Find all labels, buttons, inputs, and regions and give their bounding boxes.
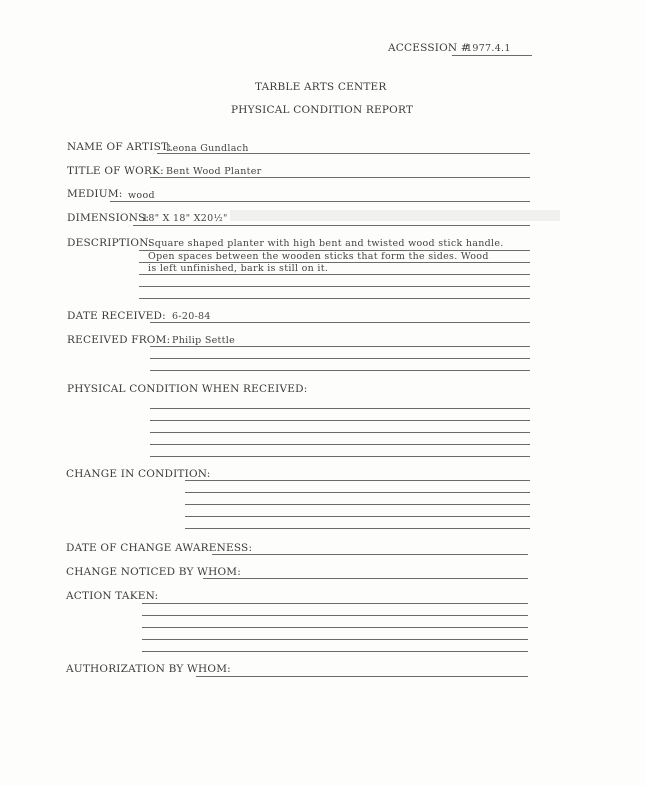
condition-received-label: PHYSICAL CONDITION WHEN RECEIVED: bbox=[67, 383, 308, 395]
dimensions-value: 18" X 18" X20½" bbox=[142, 213, 228, 224]
change-line-5 bbox=[185, 528, 530, 529]
action-line-3 bbox=[142, 627, 528, 628]
condition-line-4 bbox=[150, 444, 530, 445]
accession-number: 1977.4.1 bbox=[466, 43, 511, 54]
artist-label: NAME OF ARTIST: bbox=[67, 141, 172, 153]
received-from-line-1 bbox=[150, 346, 530, 347]
action-label: ACTION TAKEN: bbox=[66, 590, 159, 602]
condition-line-1 bbox=[150, 408, 530, 409]
medium-label: MEDIUM: bbox=[67, 188, 123, 200]
change-line-1 bbox=[185, 480, 530, 481]
received-from-value: Philip Settle bbox=[172, 335, 236, 346]
noticed-by-line bbox=[203, 578, 528, 579]
work-title-value: Bent Wood Planter bbox=[166, 166, 262, 177]
received-from-label: RECEIVED FROM: bbox=[67, 334, 171, 346]
description-rule-5 bbox=[139, 298, 530, 299]
ghosted-text-bleed bbox=[230, 210, 560, 221]
action-line-1 bbox=[142, 603, 528, 604]
medium-line bbox=[110, 201, 530, 202]
org-name: TARBLE ARTS CENTER bbox=[255, 81, 387, 93]
action-line-5 bbox=[142, 651, 528, 652]
action-line-4 bbox=[142, 639, 528, 640]
date-received-label: DATE RECEIVED: bbox=[67, 310, 166, 322]
date-received-line bbox=[150, 322, 530, 323]
date-received-value: 6-20-84 bbox=[172, 311, 211, 322]
condition-line-5 bbox=[150, 456, 530, 457]
description-rule-3 bbox=[139, 274, 530, 275]
condition-line-3 bbox=[150, 432, 530, 433]
received-from-line-3 bbox=[150, 370, 530, 371]
medium-value: wood bbox=[128, 190, 155, 201]
authorization-label: AUTHORIZATION BY WHOM: bbox=[66, 663, 231, 675]
change-line-4 bbox=[185, 516, 530, 517]
accession-line bbox=[452, 55, 532, 56]
description-rule-4 bbox=[139, 286, 530, 287]
description-label: DESCRIPTION: bbox=[67, 237, 152, 249]
work-title-line bbox=[150, 177, 530, 178]
artist-line bbox=[157, 153, 530, 154]
authorization-line bbox=[196, 676, 528, 677]
change-line-3 bbox=[185, 504, 530, 505]
description-line-1: Square shaped planter with high bent and twisted wood stick handle. bbox=[148, 238, 504, 249]
description-line-3: is left unfinished, bark is still on it. bbox=[148, 263, 329, 274]
description-line-2: Open spaces between the wooden sticks that form the sides. Wood bbox=[148, 251, 489, 262]
action-line-2 bbox=[142, 615, 528, 616]
work-title-label: TITLE OF WORK: bbox=[67, 165, 164, 177]
received-from-line-2 bbox=[150, 358, 530, 359]
dimensions-line bbox=[133, 225, 530, 226]
dimensions-label: DIMENSIONS: bbox=[67, 212, 150, 224]
condition-line-2 bbox=[150, 420, 530, 421]
report-title: PHYSICAL CONDITION REPORT bbox=[231, 104, 414, 116]
date-change-label: DATE OF CHANGE AWARENESS: bbox=[66, 542, 253, 554]
artist-value: Leona Gundlach bbox=[166, 143, 249, 154]
accession-label: ACCESSION # bbox=[388, 42, 470, 54]
noticed-by-label: CHANGE NOTICED BY WHOM: bbox=[66, 566, 241, 578]
date-change-line bbox=[212, 554, 528, 555]
change-line-2 bbox=[185, 492, 530, 493]
change-condition-label: CHANGE IN CONDITION: bbox=[66, 468, 211, 480]
